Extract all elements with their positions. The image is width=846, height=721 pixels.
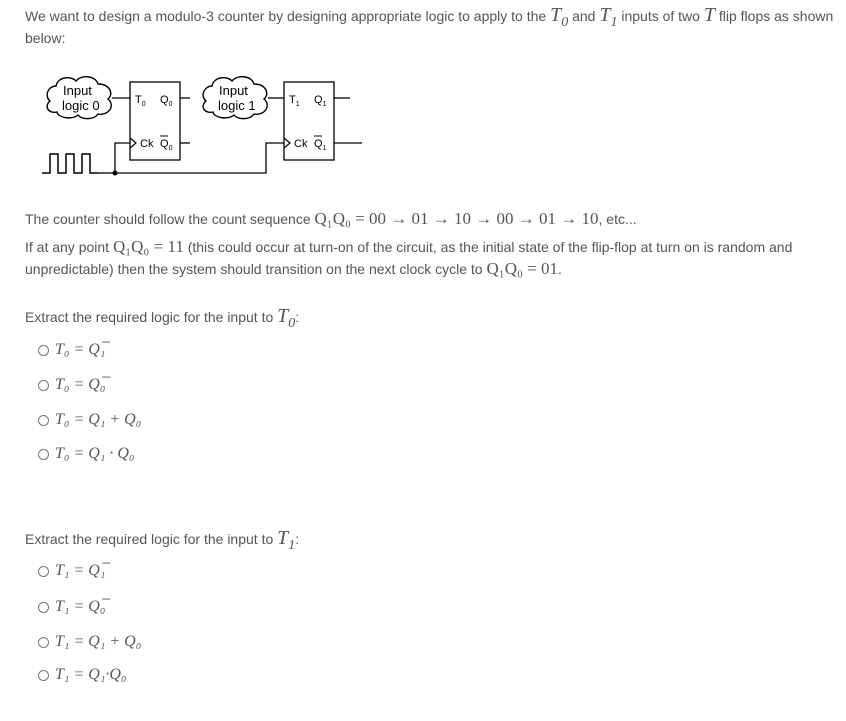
svg-text:T0: $T_0$ <box>135 94 146 108</box>
input-logic-1-line1: Input <box>219 83 248 98</box>
question-2-option-4[interactable]: T₁ = Q₁·Q₀ <box>38 666 127 684</box>
question-2-option-1[interactable]: T₁ = Q₁̅ <box>38 562 105 580</box>
input-logic-0-line1: Input <box>63 83 92 98</box>
radio-button[interactable] <box>38 637 49 648</box>
input-logic-0-line2: logic 0 <box>62 98 100 113</box>
intro-text: We want to design a modulo-3 counter by designing appropriate logic to apply to the $T_0$ and $T_1$ inputs of two T flip flops as shown below: <box>25 4 834 46</box>
question-1-option-4[interactable]: T₀ = Q₁ · Q₀ <box>38 445 135 463</box>
radio-button[interactable] <box>38 415 49 426</box>
question-1-option-3[interactable]: T₀ = Q₁ + Q₀ <box>38 411 141 429</box>
radio-button[interactable] <box>38 670 49 681</box>
radio-button[interactable] <box>38 602 49 613</box>
svg-text:T1: $T_1$ <box>289 94 300 108</box>
svg-text:Ck: Ck <box>140 138 154 150</box>
svg-text:Q0: $Q_0$ <box>160 94 173 108</box>
question-2-option-2[interactable]: T₁ = Q₀̅ <box>38 598 105 616</box>
radio-button[interactable] <box>38 566 49 577</box>
svg-text:Q0: $Q_0$ <box>160 138 173 152</box>
input-logic-1-line2: logic 1 <box>218 98 256 113</box>
t0-symbol: $T_0$ <box>550 4 569 30</box>
svg-text:Ck: Ck <box>294 138 308 150</box>
sequence-text: The counter should follow the count sequence Q₁Q₀ = 00 → 01 → 10 → 00 → 01 → 10, etc... <box>25 209 637 228</box>
question-2-option-3[interactable]: T₁ = Q₁ + Q₀ <box>38 633 141 651</box>
radio-button[interactable] <box>38 345 49 356</box>
radio-button[interactable] <box>38 449 49 460</box>
radio-button[interactable] <box>38 380 49 391</box>
illegal-state-text: If at any point Q₁Q₀ = 11 (this could occur at turn-on of the circuit, as the initial state of the flip-flop at turn on is random and unpredictable) then the system should transition on the next clock cycle to Q₁Q₀ = 01. <box>25 237 793 278</box>
clock-waveform <box>42 154 98 173</box>
question-1-option-2[interactable]: T₀ = Q₀̅ <box>38 376 105 394</box>
svg-text:Q1: $Q_1$ <box>314 94 327 108</box>
question-1-prompt: Extract the required logic for the input to $T_0$: <box>25 305 300 331</box>
circuit-diagram <box>38 72 368 182</box>
question-1-option-1[interactable]: T₀ = Q₁̅ <box>38 341 105 359</box>
question-2-prompt: Extract the required logic for the input to $T_1$: <box>25 527 300 553</box>
svg-text:Q1: $Q_1$ <box>314 138 327 152</box>
t1-symbol: $T_1$ <box>599 4 618 30</box>
